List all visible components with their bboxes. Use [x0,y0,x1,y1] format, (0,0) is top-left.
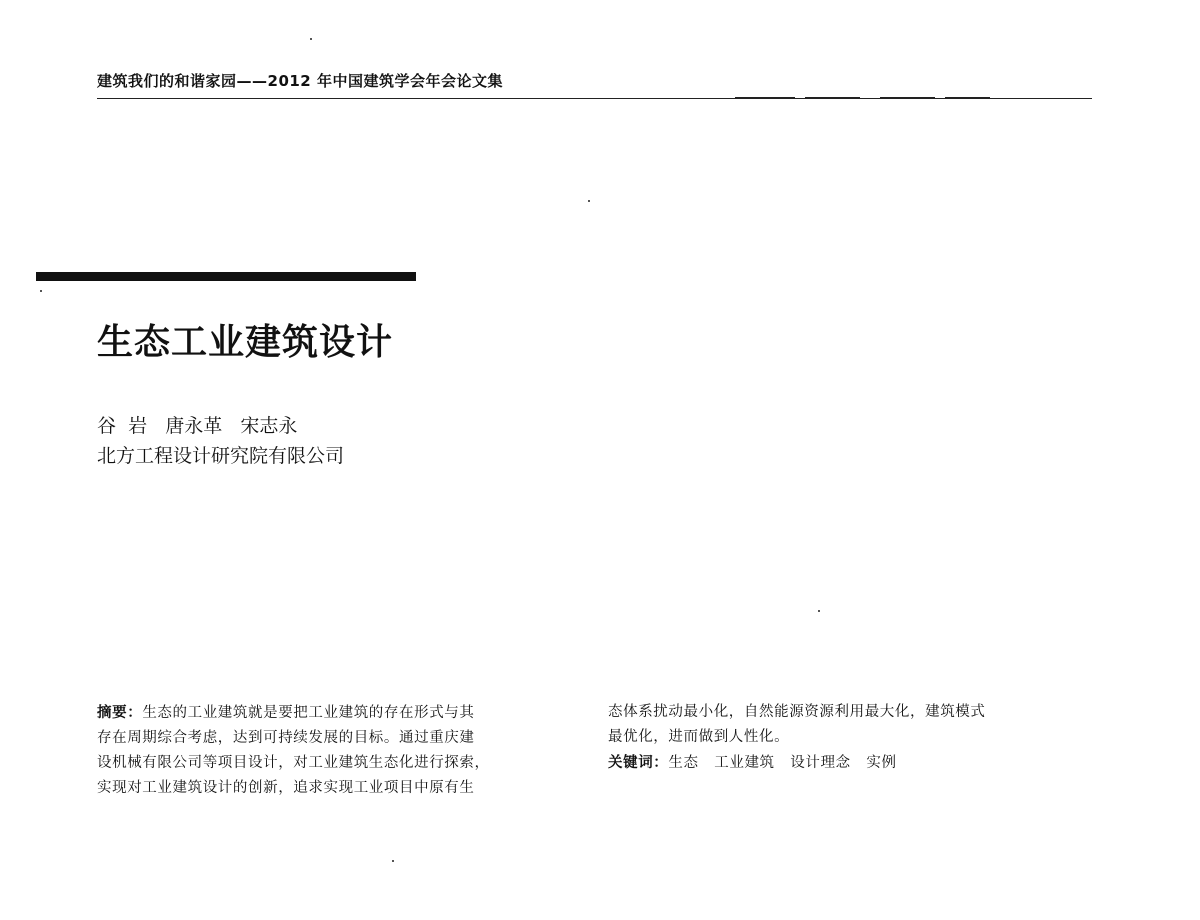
scan-speck [40,290,42,292]
header-rule-accent [735,97,795,99]
scan-speck [818,610,820,612]
title-bar [36,272,416,281]
affiliation: 北方工程设计研究院有限公司 [97,445,345,467]
keywords-label: 关键词： [608,754,669,771]
abstract-left-column [97,700,582,801]
abstract-line [97,700,582,726]
abstract-label: 摘要： [97,704,143,721]
header-rule [97,98,1092,99]
running-header: 建筑我们的和谐家园——2012 年中国建筑学会年会论文集 [97,72,503,90]
keywords-line [608,750,1093,776]
authors: 谷 岩 唐永革 宋志永 [97,415,298,437]
keyword: 实例 [866,755,897,771]
abstract-right-column [608,700,1093,776]
keyword: 设计理念 [790,755,851,771]
keyword: 生态 [668,755,699,771]
abstract-line: 态体系扰动最小化，自然能源资源利用最大化，建筑模式 [608,704,986,720]
header-rule-accent [945,97,990,99]
abstract-line: 存在周期综合考虑，达到可持续发展的目标。通过重庆建 [97,730,475,746]
keyword: 工业建筑 [714,755,775,771]
scan-speck [392,860,394,862]
abstract-line: 最优化，进而做到人性化。 [608,729,790,745]
abstract-line: 设机械有限公司等项目设计，对工业建筑生态化进行探索， [97,755,490,771]
article-title: 生态工业建筑设计 [97,322,394,363]
scan-speck [588,200,590,202]
header-rule-accent [805,97,860,99]
scan-speck [310,38,312,40]
header-rule-accent [880,97,935,99]
abstract-text: 生态的工业建筑就是要把工业建筑的存在形式与其 [142,705,475,721]
abstract-line: 实现对工业建筑设计的创新，追求实现工业项目中原有生 [97,780,475,796]
